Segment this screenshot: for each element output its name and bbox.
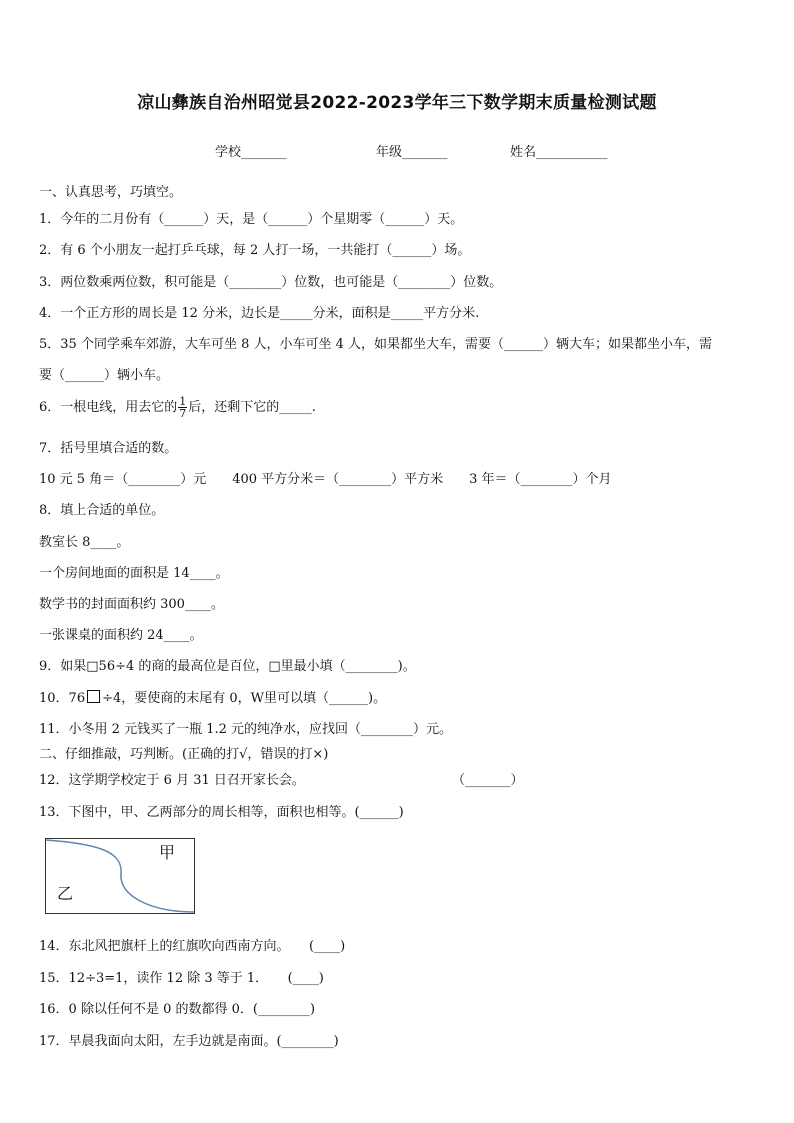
question-7: 7．括号里填合适的数。	[39, 441, 178, 456]
question-7-items: 10 元 5 角＝（________）元 400 平方分米＝（________）平方米 3 年＝（________）个月	[39, 472, 612, 487]
question-8-b: 一个房间地面的面积是 14____。	[39, 566, 229, 581]
school-field: 学校_______	[215, 145, 287, 160]
section-1-heading: 一、认真思考，巧填空。	[39, 185, 183, 200]
grade-field: 年级_______	[376, 145, 448, 160]
question-3: 3．两位数乘两位数，积可能是（________）位数，也可能是（________）位数。	[39, 275, 503, 290]
question-8-d: 一张课桌的面积约 24____。	[39, 628, 203, 643]
fraction-denominator: 7	[179, 407, 187, 420]
question-13: 13．下图中，甲、乙两部分的周长相等，面积也相等。(______)	[39, 805, 404, 820]
question-15: 15．12÷3=1，读作 12 除 3 等于 1． (____)	[39, 971, 324, 986]
question-8-a: 教室长 8____。	[39, 535, 130, 550]
question-10-text-a: 10．76	[39, 691, 86, 706]
question-10	[39, 687, 386, 706]
question-16: 16．0 除以任何不是 0 的数都得 0．(________)	[39, 1002, 316, 1017]
question-5-line-1: 5．35 个同学乘车郊游，大车可坐 8 人，小车可坐 4 人，如果都坐大车，需要（______）辆大车；如果都坐小车，需	[39, 337, 713, 352]
question-8: 8．填上合适的单位。	[39, 503, 165, 518]
page-title: 凉山彝族自治州昭觉县2022-2023学年三下数学期末质量检测试题	[137, 93, 657, 113]
question-5-line-2: 要（______）辆小车。	[39, 368, 170, 383]
question-8-c: 数学书的封面面积约 300____。	[39, 597, 224, 612]
question-6	[39, 396, 316, 419]
question-9: 9．如果□56÷4 的商的最高位是百位，□里最小填（________)。	[39, 659, 416, 674]
question-4: 4．一个正方形的周长是 12 分米，边长是_____分米，面积是_____平方分米.	[39, 306, 480, 321]
question-11: 11．小冬用 2 元钱买了一瓶 1.2 元的纯净水，应找回（________）元。	[39, 722, 453, 737]
question-10-text-b: ÷4，要使商的末尾有 0，W里可以填（______)。	[102, 691, 387, 706]
jia-yi-figure	[45, 838, 195, 914]
question-6-text-a: 6．一根电线，用去它的	[39, 400, 178, 415]
blank-box-icon	[87, 690, 100, 703]
question-17: 17．早晨我面向太阳，左手边就是南面。(________)	[39, 1034, 339, 1049]
name-field: 姓名___________	[510, 145, 608, 160]
question-1: 1．今年的二月份有（______）天，是（______）个星期零（______）天。	[39, 212, 464, 227]
question-12: 12．这学期学校定于 6 月 31 日召开家长会。	[39, 773, 305, 788]
question-6-text-b: 后，还剩下它的_____.	[188, 400, 316, 415]
question-14: 14．东北风把旗杆上的红旗吹向西南方向。 (____)	[39, 939, 346, 954]
label-yi: 乙	[57, 884, 74, 903]
label-jia: 甲	[159, 843, 176, 862]
fraction-one-seventh	[178, 396, 187, 419]
question-2: 2．有 6 个小朋友一起打乒乓球，每 2 人打一场，一共能打（______）场。	[39, 243, 471, 258]
fraction-numerator: 1	[179, 395, 187, 408]
section-2-heading: 二、仔细推敲，巧判断。(正确的打√，错误的打×)	[39, 747, 329, 762]
question-12-blank: （_______）	[452, 773, 524, 788]
